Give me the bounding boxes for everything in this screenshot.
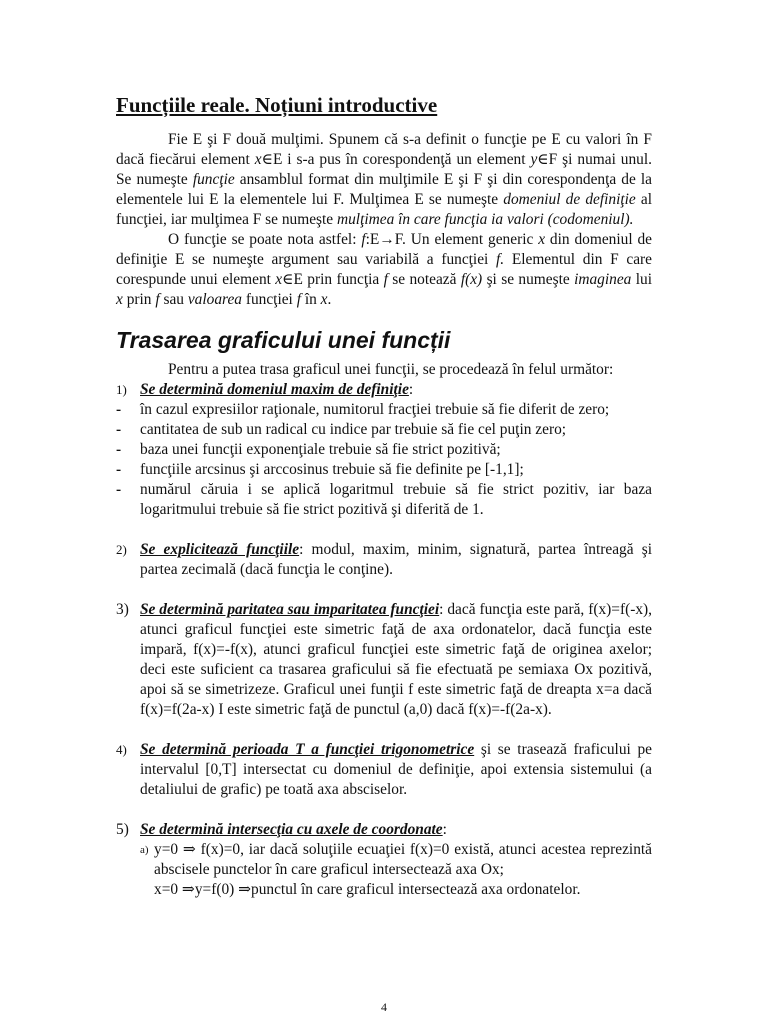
step-1	[116, 380, 652, 400]
intro-paragraph-1	[116, 130, 652, 230]
sub-item-a	[116, 840, 652, 880]
step-number: 2)	[116, 542, 127, 557]
intro-paragraph-2	[116, 230, 652, 310]
sub-item-continuation: x=0 ⇒y=f(0) ⇒punctul în care graficul intersectează axa ordonatelor.	[154, 881, 581, 898]
list-item-text: baza unei funcţii exponenţiale trebuie să fie strict pozitivă;	[140, 441, 501, 458]
text-run: : modul, maxim, minim, signatură, partea întreagă şi partea zecimală (dacă funcţia le conţine).	[140, 541, 652, 578]
text-run: în	[300, 291, 321, 308]
list-item	[116, 460, 652, 480]
document-page	[116, 92, 652, 900]
step-text	[140, 740, 652, 800]
text-run: lui	[631, 271, 652, 288]
step-5	[116, 820, 652, 840]
step-heading: Se determină intersecţia cu axele de coordonate	[140, 821, 443, 838]
list-item	[116, 480, 652, 520]
step-text	[140, 540, 652, 580]
text-run: : dacă funcţia este pară, f(x)=f(-x), atunci graficul funcţiei este simetric faţă de axa ordonatelor, dacă funcţia este impară, f(x)=-f(x), atunci graficul funcţiei este simetric faţă de originea axelor; deci este suficient ca trasarea graficului să fie efectuată pe semiaxa Ox pozitivă, apoi să se simetrizeze. Graficul unei funţii f este simetric faţă de dreapta x=a dacă f(x)=f(2a-x) I este simetric faţă de punctul (a,0) dacă f(x)=-f(2a-x).	[140, 601, 652, 718]
text-run: valoarea	[187, 291, 242, 308]
list-item-text: în cazul expresiilor raţionale, numitorul fracţiei trebuie să fie diferit de zero;	[140, 401, 610, 418]
dash-bullet-icon: -	[116, 481, 122, 498]
text-run: f	[383, 271, 388, 288]
text-run: :E→F. Un element generic	[365, 231, 539, 248]
step-text	[140, 600, 652, 720]
text-run: Elementul din F care corespunde unui element	[116, 251, 652, 288]
sub-item-label: a)	[140, 844, 149, 856]
list-item	[116, 420, 652, 440]
text-run: domeniul de definiţie	[503, 191, 636, 208]
step-number: 1)	[116, 382, 127, 397]
bullet-list	[116, 400, 652, 520]
text-run: din domeniul de definiţie E se numeşte argument sau variabilă a funcţiei	[116, 231, 653, 268]
dash-bullet-icon: -	[116, 401, 122, 418]
page-title: Funcțiile reale. Noțiuni introductive	[116, 93, 438, 117]
page-number: 4	[381, 1000, 387, 1014]
text-run: f	[155, 291, 160, 308]
text-run: x	[254, 151, 262, 168]
text-run: f.	[496, 251, 505, 268]
step-3	[116, 600, 652, 720]
text-run: :	[408, 381, 414, 398]
step-heading: Se determină paritatea sau imparitatea funcţiei	[140, 601, 440, 618]
text-run: ∈F şi numai unul. Se numeşte	[116, 151, 652, 188]
dash-bullet-icon: -	[116, 461, 122, 478]
step-2	[116, 540, 652, 580]
list-item	[116, 440, 652, 460]
list-item-text: cantitatea de sub un radical cu indice par trebuie să fie cel puţin zero;	[140, 421, 567, 438]
text-run: se notează	[387, 271, 461, 288]
step-number: 4)	[116, 742, 127, 757]
list-item	[116, 400, 652, 420]
step-4	[116, 740, 652, 800]
text-run: :	[442, 821, 447, 838]
spacer	[116, 800, 652, 820]
spacer	[116, 520, 652, 540]
text-run: O funcţie se poate nota astfel:	[168, 231, 362, 248]
dash-bullet-icon: -	[116, 421, 122, 438]
list-item-text: funcţiile arcsinus şi arccosinus trebuie să fie definite pe [-1,1];	[140, 461, 524, 478]
text-run: f	[361, 231, 366, 248]
text-run: şi se trasează fraficului pe intervalul [0,T] intersectat cu domeniul de definiţie, apoi extensia sistemului (a detaliului de grafic) pe toată axa absciselor.	[140, 741, 652, 798]
text-run: şi se numeşte	[482, 271, 575, 288]
text-run: ∈E i s-a pus în corespondenţă un element	[261, 151, 531, 168]
step-heading: Se explicitează funcţiile	[140, 541, 300, 558]
step-number: 3)	[116, 601, 129, 618]
text-run: f(x)	[460, 271, 483, 288]
text-run: imaginea	[574, 271, 632, 288]
text-run: x	[320, 291, 328, 308]
text-run: mulţimea în care funcţia ia valori (codomeniul).	[336, 211, 634, 228]
step-heading: Se determină perioada T a funcţiei trigonometrice	[140, 741, 475, 758]
text-run: funcţie	[192, 171, 235, 188]
text-run: f	[296, 291, 301, 308]
list-item-text: numărul căruia i se aplică logaritmul trebuie să fie strict pozitiv, iar baza logaritmului trebuie să fie strict pozitivă şi diferită de 1.	[140, 481, 652, 518]
text-run: Fie E şi F două mulţimi. Spunem că s-a definit o funcţie pe E cu valori în F dacă fiecărui element	[116, 131, 652, 168]
section-heading: Trasarea graficului unei funcții	[116, 327, 451, 353]
text-run: sau	[159, 291, 188, 308]
text-run: funcţiei	[241, 291, 297, 308]
text-run: ansamblul format din mulţimile E şi F şi din corespondenţa de la elementele lui E la elementele lui F. Mulţimea E se numeşte	[116, 171, 652, 208]
text-run: .	[327, 291, 332, 308]
sub-item-text: y=0 ⇒ f(x)=0, iar dacă soluţiile ecuaţiei f(x)=0 există, atunci acestea reprezintă abscisele punctelor în care graficul intersectează axa Ox;	[154, 841, 652, 878]
text-run: prin	[122, 291, 156, 308]
step-text	[140, 820, 652, 840]
text-run: y	[530, 151, 538, 168]
step-text	[140, 380, 652, 400]
text-run: x	[116, 291, 123, 308]
text-run: x	[275, 271, 283, 288]
section-intro: Pentru a putea trasa graficul unei funcţii, se procedează în felul următor:	[168, 361, 614, 378]
text-run: al funcţiei, iar mulţimea F se numeşte	[116, 191, 652, 228]
dash-bullet-icon: -	[116, 441, 122, 458]
step-number: 5)	[116, 821, 129, 838]
text-run: x	[538, 231, 546, 248]
spacer	[116, 720, 652, 740]
spacer	[116, 580, 652, 600]
text-run: ∈E prin funcţia	[282, 271, 384, 288]
step-heading: Se determină domeniul maxim de definiţie	[140, 381, 409, 398]
